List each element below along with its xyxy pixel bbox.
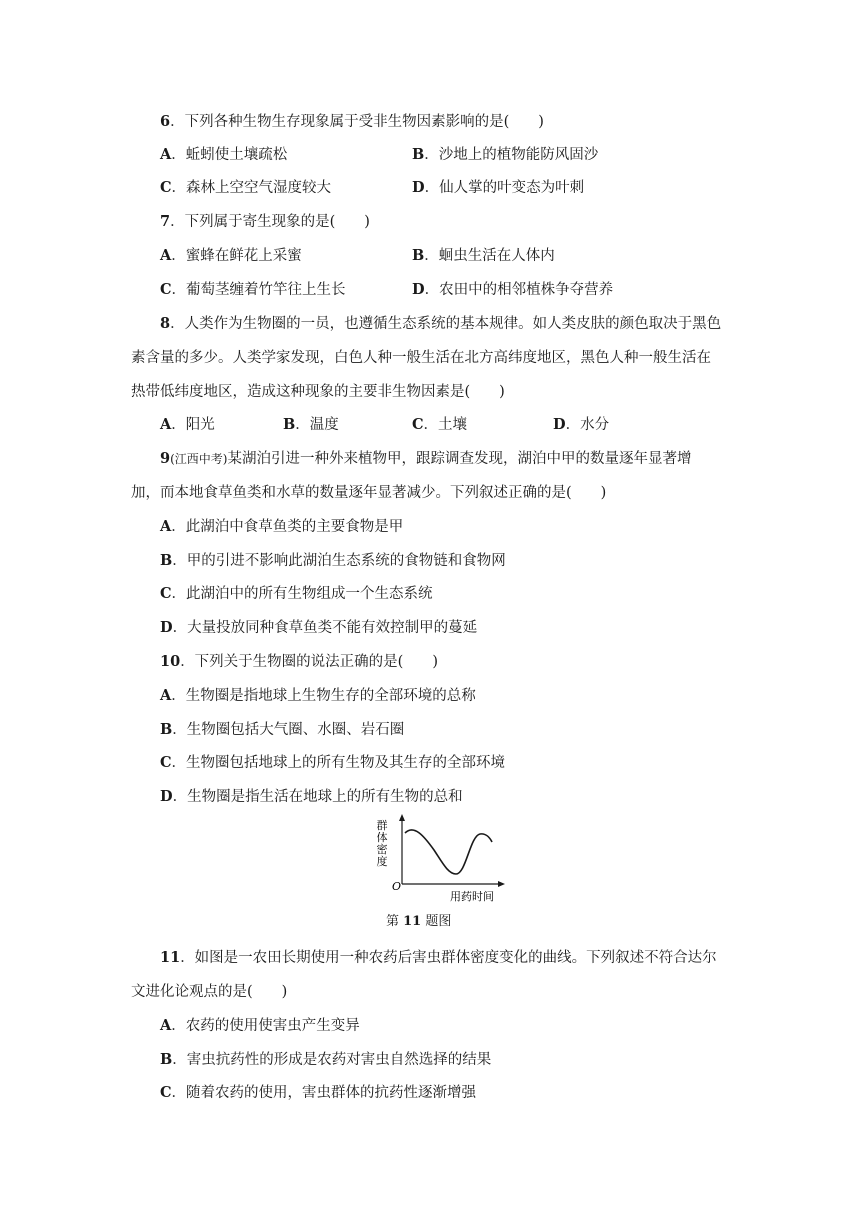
question-11-option-a: A．农药的使用使害虫产生变异 — [160, 1017, 360, 1034]
question-9-option-c: C．此湖泊中的所有生物组成一个生态系统 — [160, 585, 433, 602]
question-11-stem-line-1: 11．如图是一农田长期使用一种农药后害虫群体密度变化的曲线。下列叙述不符合达尔 — [160, 949, 717, 966]
figure-ylabel-char-4: 度 — [376, 855, 388, 868]
question-8-option-a: A．阳光 — [160, 416, 215, 433]
question-9-stem-line-1: 9(江西中考)某湖泊引进一种外来植物甲，跟踪调查发现，湖泊中甲的数量逐年显著增 — [160, 450, 692, 467]
question-7-option-d: D．农田中的相邻植株争夺营养 — [412, 281, 614, 298]
question-7-stem: 7．下列属于寄生现象的是( ) — [160, 213, 370, 230]
question-7-option-a: A．蜜蜂在鲜花上采蜜 — [160, 247, 302, 264]
question-10-option-d: D．生物圈是指生活在地球上的所有生物的总和 — [160, 788, 463, 805]
question-10-option-c: C．生物圈包括地球上的所有生物及其生存的全部环境 — [160, 754, 506, 771]
question-7-option-c: C．葡萄茎缠着竹竿往上生长 — [160, 281, 346, 298]
question-6-option-d: D．仙人掌的叶变态为叶刺 — [412, 179, 585, 196]
question-9-option-b: B．甲的引进不影响此湖泊生态系统的食物链和食物网 — [160, 552, 506, 569]
figure-ylabel-char-1: 群 — [376, 819, 388, 832]
question-6-stem: 6．下列各种生物生存现象属于受非生物因素影响的是( ) — [160, 113, 544, 130]
question-6-option-b: B．沙地上的植物能防风固沙 — [412, 146, 599, 163]
figure-origin: O — [392, 880, 402, 893]
question-11-option-c: C．随着农药的使用，害虫群体的抗药性逐渐增强 — [160, 1084, 477, 1101]
question-8-stem-line-3: 热带低纬度地区，造成这种现象的主要非生物因素是( ) — [131, 384, 505, 400]
question-11-stem-line-2: 文进化论观点的是( ) — [131, 984, 288, 1000]
question-10-option-a: A．生物圈是指地球上生物生存的全部环境的总称 — [160, 687, 476, 704]
question-11-option-b: B．害虫抗药性的形成是农药对害虫自然选择的结果 — [160, 1051, 492, 1068]
question-9-option-d: D．大量投放同种食草鱼类不能有效控制甲的蔓延 — [160, 619, 478, 636]
question-9-stem-line-2: 加，而本地食草鱼类和水草的数量逐年显著减少。下列叙述正确的是( ) — [131, 485, 607, 501]
question-6-option-c: C．森林上空空气湿度较大 — [160, 179, 332, 196]
question-8-stem-line-2: 素含量的多少。人类学家发现，白色人种一般生活在北方高纬度地区，黑色人种一般生活在 — [131, 350, 711, 366]
figure-density-curve — [405, 830, 492, 874]
question-8-option-c: C．土壤 — [412, 416, 468, 433]
question-8-option-b: B．温度 — [283, 416, 339, 433]
question-10-option-b: B．生物圈包括大气圈、水圈、岩石圈 — [160, 721, 405, 738]
question-6-option-a: A．蚯蚓使土壤疏松 — [160, 146, 288, 163]
figure-xlabel: 用药时间 — [450, 890, 494, 903]
question-9-source: (江西中考) — [170, 452, 228, 466]
pest-density-figure — [360, 812, 510, 904]
question-7-option-b: B．蛔虫生活在人体内 — [412, 247, 555, 264]
question-9-option-a: A．此湖泊中食草鱼类的主要食物是甲 — [160, 518, 404, 535]
figure-x-axis-arrow — [498, 881, 505, 887]
figure-y-axis-arrow — [399, 814, 405, 821]
question-8-stem-line-1: 8．人类作为生物圈的一员，也遵循生态系统的基本规律。如人类皮肤的颜色取决于黑色 — [160, 315, 722, 332]
figure-caption: 第 11 题图 — [386, 914, 452, 929]
question-8-option-d: D．水分 — [553, 416, 610, 433]
figure-ylabel-char-2: 体 — [376, 831, 388, 844]
question-10-stem: 10．下列关于生物圈的说法正确的是( ) — [160, 653, 438, 670]
figure-ylabel-char-3: 密 — [376, 843, 388, 856]
